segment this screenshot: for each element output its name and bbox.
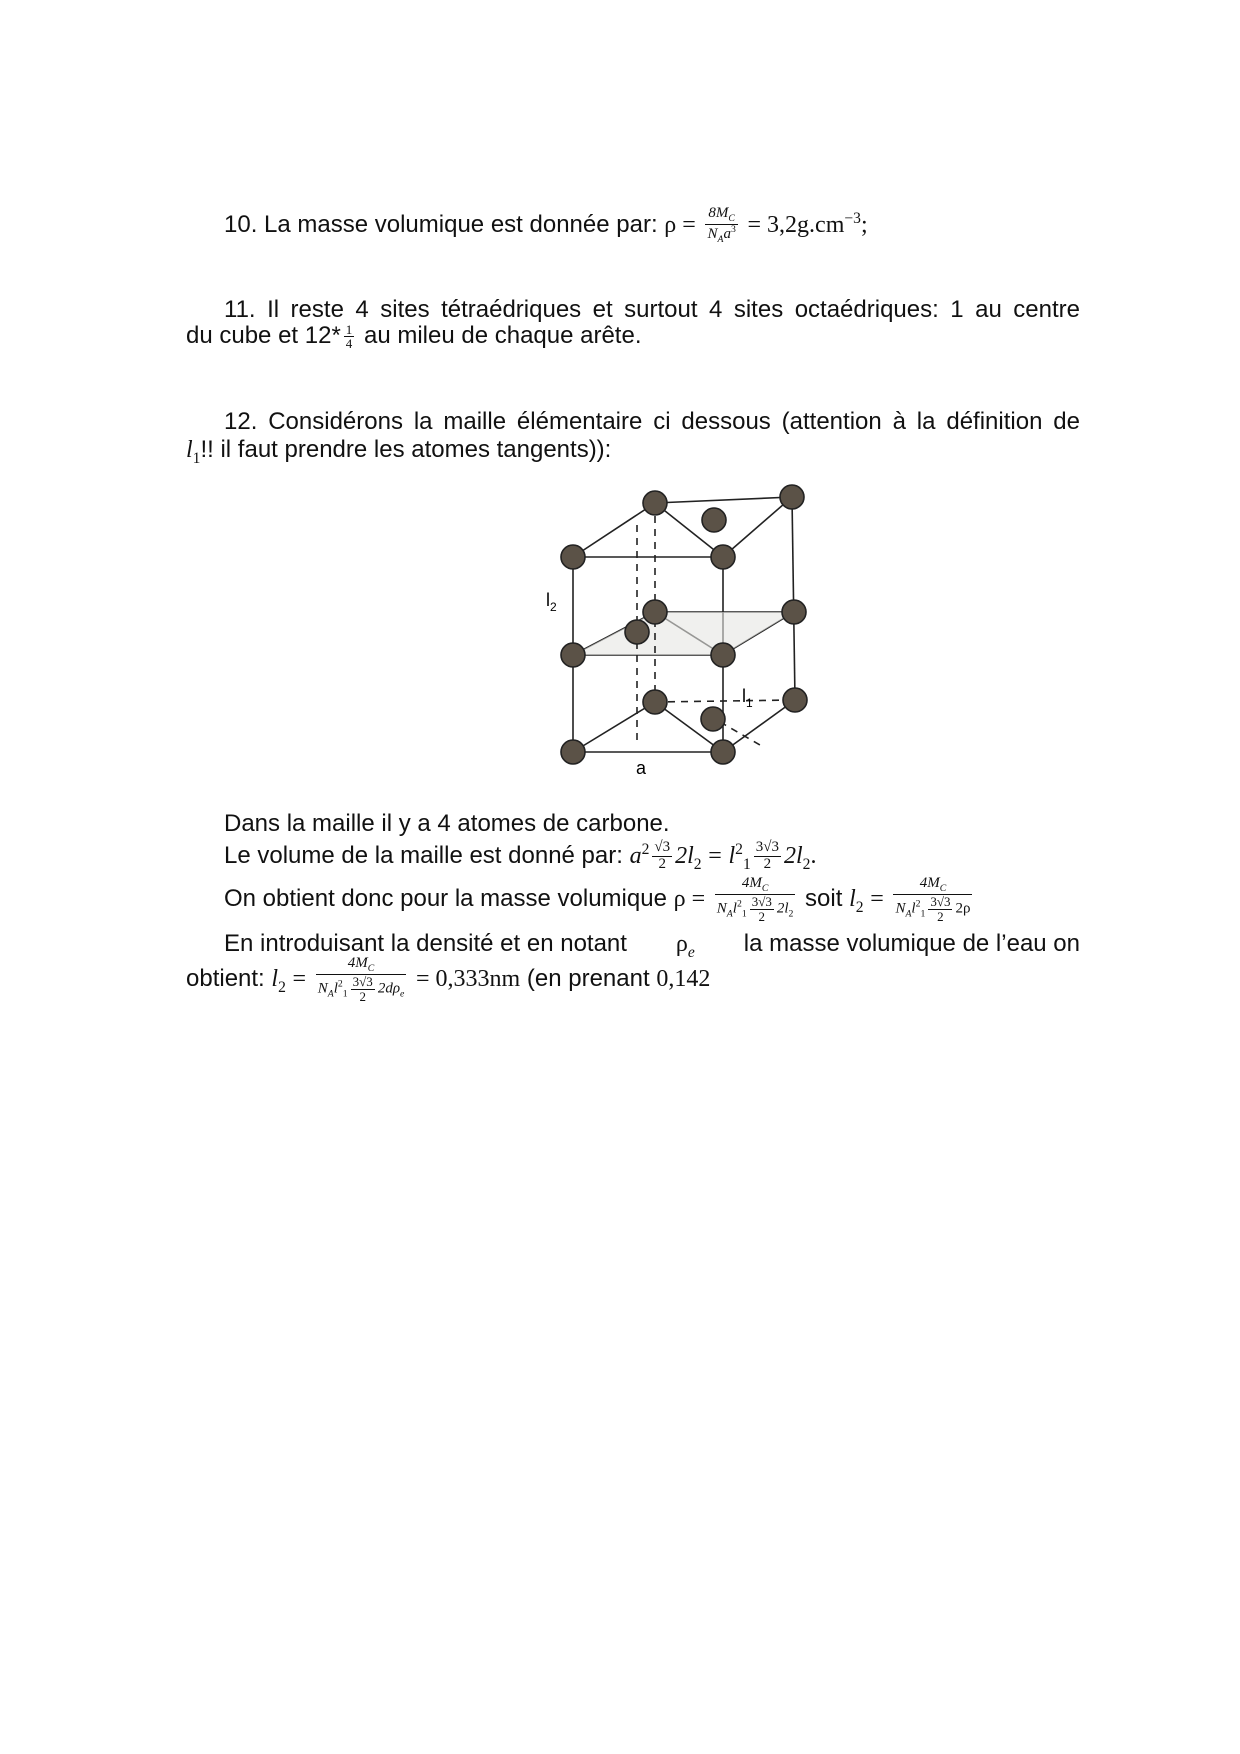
- q12-l1-sub: 1: [192, 449, 201, 467]
- q10-result-sup: −3: [844, 210, 861, 227]
- final-den-l-sub: 1: [342, 988, 348, 1000]
- edge: [573, 702, 655, 752]
- l2-eq-sign: =: [870, 886, 884, 913]
- volume-line: [224, 836, 816, 879]
- l2-num-sub: C: [939, 883, 947, 894]
- rho-den-sub: A: [726, 908, 733, 920]
- l2-num: 4M: [919, 875, 940, 891]
- final-den-sub: A: [327, 988, 334, 1000]
- atom: [561, 545, 585, 569]
- final-den-inner-frac: [351, 975, 375, 1003]
- atom: [625, 620, 649, 644]
- rho-eq: ρ =: [673, 886, 706, 913]
- atom: [782, 600, 806, 624]
- final-line: [186, 956, 710, 1004]
- rho-label: On obtient donc pour la masse volumique: [224, 885, 667, 913]
- l2-den-l-sub: 1: [920, 908, 926, 920]
- figure-label-l1: $l_1$: [742, 686, 753, 710]
- final-den-end: 2dρ: [377, 980, 401, 997]
- q12-l1: l: [186, 437, 193, 463]
- q10-result-text: = 3,2g.cm: [747, 212, 845, 238]
- vol-2l2-b: 2l: [783, 843, 803, 869]
- final-den-end-sub: e: [400, 988, 405, 1000]
- vol-eq: =: [708, 843, 722, 869]
- atom: [780, 485, 804, 509]
- rho-den-a: N: [716, 900, 727, 917]
- rho-den-two: 2: [758, 908, 765, 924]
- figure-label-a: a: [636, 758, 647, 778]
- rho-e-symbol: ρ: [675, 931, 688, 957]
- atoms-line: Dans la maille il y a 4 atomes de carbone.: [224, 810, 670, 837]
- rho-den-inner-frac: [750, 895, 774, 923]
- atom: [702, 508, 726, 532]
- final-den-l-sup: 2: [337, 978, 343, 990]
- final-num: 4M: [347, 955, 368, 971]
- q10-den-rest: a: [723, 226, 731, 243]
- q10-label: 10. La masse volumique est donnée par:: [224, 211, 658, 238]
- hidden-edge: [655, 700, 795, 702]
- q12-line1: 12. Considérons la maille élémentaire ci dessous (attention à la définition de: [224, 408, 1080, 435]
- final-den-a: N: [317, 980, 328, 997]
- vol-2l2-b-sub: 2: [802, 855, 811, 873]
- atom: [643, 690, 667, 714]
- intro-text-a: En introduisant la densité et en notant: [224, 930, 627, 957]
- l2-frac: [893, 876, 972, 924]
- atom: [711, 740, 735, 764]
- rho-line: [224, 876, 975, 924]
- l2-den-l: l: [911, 900, 916, 917]
- final-num-sub: C: [367, 963, 375, 974]
- vol-l-sup: 2: [735, 841, 743, 858]
- vol-two-b: 2: [763, 856, 772, 873]
- volume-label: Le volume de la maille est donné par:: [224, 842, 623, 869]
- figure-label-l2: $l_2$: [546, 590, 557, 614]
- final-result: = 0,333nm: [416, 966, 521, 993]
- l2-den-end: 2ρ: [955, 900, 971, 917]
- l2-eq: l: [849, 886, 856, 913]
- l2-den-l-sup: 2: [915, 898, 921, 910]
- q10-rho: ρ =: [664, 212, 696, 238]
- l2-den-two: 2: [937, 908, 944, 924]
- q11-frac-num: 1: [345, 321, 353, 337]
- atom: [643, 491, 667, 515]
- l2-den-3sqrt3: 3√3: [930, 894, 951, 910]
- atom: [561, 740, 585, 764]
- vol-end: .: [810, 843, 817, 869]
- rho-num-sub: C: [761, 883, 769, 894]
- final-den-3sqrt3: 3√3: [352, 974, 373, 990]
- l2-den-a: N: [895, 900, 906, 917]
- final-eq: =: [292, 966, 307, 993]
- q11-frac-den: 4: [345, 336, 353, 352]
- q12-line2-text: !! il faut prendre les atomes tangents)):: [200, 436, 612, 463]
- vol-2l2: 2l: [675, 843, 694, 869]
- vol-frac2: [754, 840, 781, 873]
- l2-eq-sub: 2: [855, 898, 864, 916]
- q10-den: N: [707, 226, 718, 243]
- vol-l: l: [728, 843, 736, 869]
- final-den-l: l: [333, 980, 338, 997]
- atom: [783, 688, 807, 712]
- atom: [701, 707, 725, 731]
- final-den-two: 2: [359, 988, 366, 1004]
- atom: [561, 643, 585, 667]
- vol-a-sup: 2: [641, 841, 650, 858]
- soit: soit: [805, 885, 843, 913]
- prenant-value: 0,142: [656, 966, 711, 993]
- rho-den-l-sub: 1: [741, 908, 747, 920]
- q10-num: 8M: [708, 204, 729, 221]
- middle-plane: [573, 612, 794, 655]
- l2-den-sub: A: [905, 908, 912, 920]
- final-frac: [316, 956, 407, 1004]
- edge: [573, 503, 655, 557]
- rho-den-3sqrt3: 3√3: [751, 894, 772, 910]
- q11-line2-b: au mileu de chaque arête.: [363, 322, 642, 349]
- edge: [792, 497, 795, 700]
- rho-den-end-sub: 2: [788, 908, 794, 920]
- rho-den-l-sup: 2: [736, 898, 742, 910]
- q10-den-sub: A: [717, 234, 724, 246]
- atom: [711, 643, 735, 667]
- vol-a: a: [629, 843, 642, 869]
- final-l2-sub: 2: [278, 978, 286, 996]
- vol-3sqrt3: 3√3: [755, 839, 779, 856]
- edge: [723, 497, 792, 557]
- rho-den-end: 2l: [776, 900, 789, 917]
- intro-text-b: la masse volumique de l’eau on: [743, 930, 1080, 957]
- q10-den-sup: 3: [730, 224, 736, 236]
- final-l2: l: [271, 966, 279, 993]
- vol-sqrt3: √3: [654, 839, 671, 856]
- rho-e-sub: e: [687, 943, 695, 961]
- q11-line2-a: du cube et 12*: [186, 322, 341, 349]
- obtient: obtient:: [186, 965, 265, 993]
- vol-l-sub: 1: [742, 855, 751, 873]
- prenant: (en prenant: [526, 965, 650, 993]
- atom: [711, 545, 735, 569]
- vol-frac1: [652, 840, 672, 873]
- edge: [655, 497, 792, 503]
- q10-end: ;: [860, 212, 868, 238]
- rho-frac: [715, 876, 796, 924]
- rho-den-l: l: [732, 900, 737, 917]
- vol-2l2-sub: 2: [693, 855, 702, 873]
- rho-num: 4M: [741, 875, 762, 891]
- q10-num-sub: C: [728, 212, 735, 224]
- q11-line1: 11. Il reste 4 sites tétraédriques et surtout 4 sites octaédriques: 1 au centre: [224, 296, 1080, 323]
- l2-den-inner-frac: [928, 895, 952, 923]
- atom: [643, 600, 667, 624]
- vol-two: 2: [658, 856, 666, 873]
